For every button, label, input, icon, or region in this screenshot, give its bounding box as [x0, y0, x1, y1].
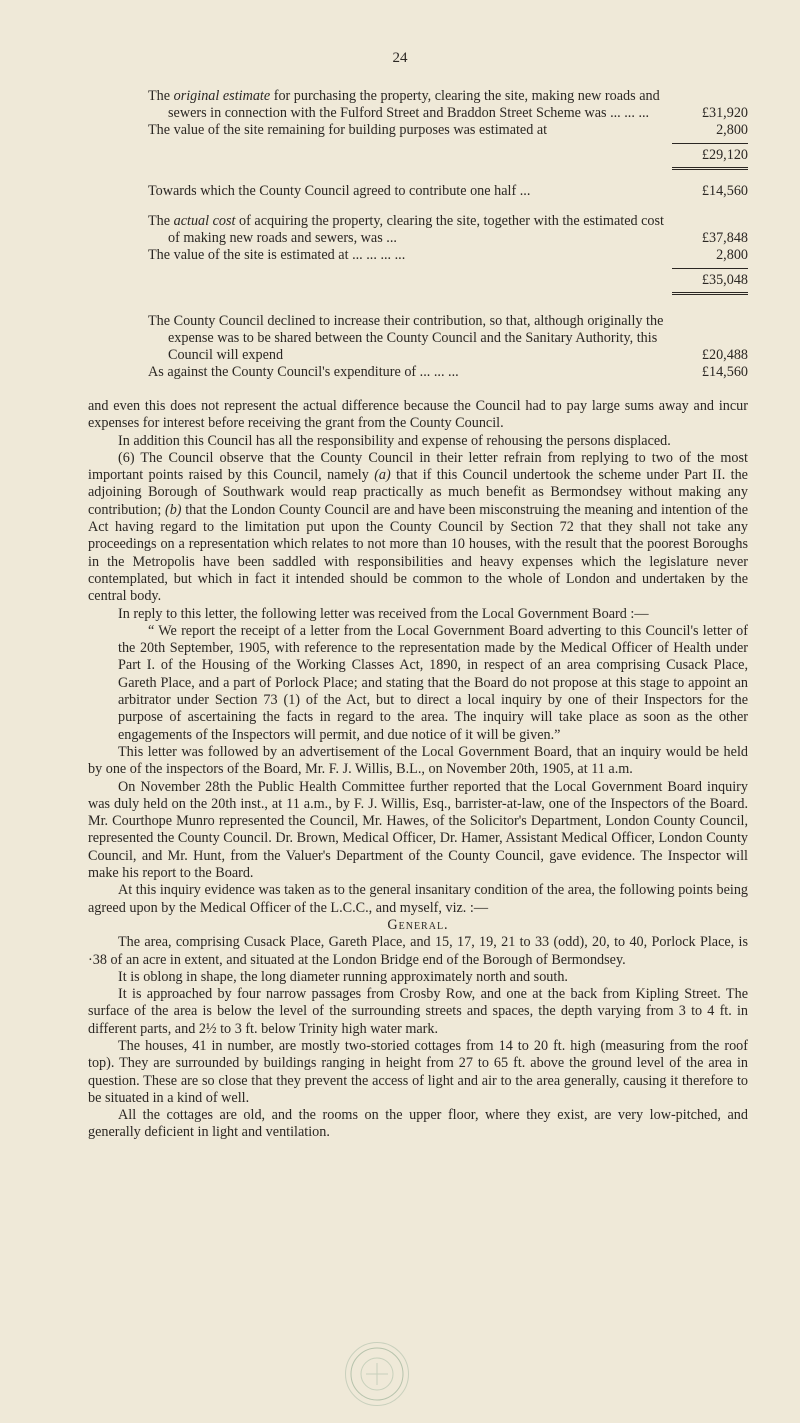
paragraph-observations: (6) The Council observe that the County Council in their letter refrain from replying to two of the most important points raised by this Council, namely (a) that if this Council undertook the scheme under Part II. the adjoining Borough of Southwark would reap practically as much benefit as Bermondsey without making any contribution; (b) that the London County Council are and have been misconstruing the meaning and intention of the Act having regard to the limitation put upon the County Council by Section 72 that they shall not take any proceedings on a representation which relates to not more than 10 houses, with the result that the poorest Boroughs in the Metropolis have been saddled with responsibilities and heavy expenses which the legislature never contemplated, but which in fact it intended should be common to the whole of London and undertaken by the central body. [88, 449, 748, 605]
paragraph-evidence: At this inquiry evidence was taken as to the general insanitary condition of the area, the following points being agreed upon by the Medical Officer of the L.C.C., and myself, viz. :— [88, 882, 748, 916]
paragraph-cottages: All the cottages are old, and the rooms on the upper floor, where they exist, are very low-pitched, and generally deficient in light and ventilation. [88, 1107, 748, 1141]
paragraph-houses: The houses, 41 in number, are mostly two-storied cottages from 14 to 20 ft. high (measuring from the roof top). They are surrounded by buildings ranging in height from 27 to 65 ft. above the ground level of the area in question. These are so close that they prevent the access of light and air to the area generally, causing it therefore to be situated in a kind of well. [88, 1037, 748, 1106]
emphasis-actual-cost: actual cost [173, 213, 236, 229]
paragraph-inquiry-report: On November 28th the Public Health Committee further reported that the Local Government Board inquiry was duly held on the 20th inst., at 11 a.m., by F. J. Willis, Esq., barrister-at-law, one of the Inspectors of the Board. Mr. Courthope Munro represented the Council, Mr. Hawes, of the Solicitor's Department, London County Council, represented the County Council. Dr. Brown, Medical Officer, Dr. Hamer, Assistant Medical Officer, London County Council, and Mr. Hunt, from the Valuer's Department of the County Council, gave evidence. The Inspector will make his report to the Board. [88, 778, 748, 882]
paragraph-shape: It is oblong in shape, the long diameter running approximately north and south. [118, 968, 568, 985]
account-row-original-estimate: The original estimate for purchasing the property, clearing the site, making new roads and sewers in connection with the Fulford Street and Braddon Street Scheme was ... ... ... £31,920 [148, 88, 748, 121]
account-row-net-actual [148, 272, 748, 289]
paragraph-area: The area, comprising Cusack Place, Gareth Place, and 15, 17, 19, 21 to 33 (odd), 20, to 40, Porlock Place, is ·38 of an acre in extent, and situated at the London Bridge end of the Borough of Bermondsey. [88, 934, 748, 968]
amount-site-value: 2,800 [716, 247, 748, 263]
account-row-county-half: Towards which the County Council agreed to contribute one half ... £14,560 [148, 183, 748, 199]
body-text [88, 398, 748, 1142]
paragraph-approach: It is approached by four narrow passages from Crosby Row, and one at the back from Kipling Street. The surface of the area is below the level of the surrounding streets and spaces, the depth varying from 3 to 4 ft. in different parts, and 2½ to 3 ft. below Trinity high water mark. [88, 986, 748, 1037]
paragraph-reply-intro: In reply to this letter, the following letter was received from the Local Government Board :— [118, 605, 649, 622]
amount-actual-cost: £37,848 [701, 230, 748, 246]
amount-county-half: £14,560 [701, 183, 748, 199]
amount-original-estimate: £31,920 [701, 105, 748, 121]
emphasis-original-estimate: original estimate [173, 88, 271, 104]
subtotal-rule [672, 143, 748, 144]
paragraph-rehousing: In addition this Council has all the responsibility and expense of rehousing the persons displaced. [118, 432, 671, 449]
account-row-actual-cost: The actual cost of acquiring the property, clearing the site, together with the estimated cost of making new roads and sewers, was ... £37,848 [148, 213, 748, 246]
section-heading-general: General. [387, 916, 449, 933]
page-number: 24 [392, 50, 408, 66]
amount-council-expend: £20,488 [701, 347, 748, 363]
accounts-table [148, 88, 748, 381]
quoted-letter: “ We report the receipt of a letter from the Local Government Board adverting to this Council's letter of the 20th September, 1905, with reference to the representation made by the Medical Officer of Health under Part I. of the Housing of the Working Classes Act, 1890, in respect of an area comprising Cusack Place, Gareth Place, and a part of Porlock Place; and stating that the Board do not propose at this stage to appoint an arbitrator under Section 73 (1) of the Act, but to direct a local inquiry by one of their Inspectors for the purpose of ascertaining the facts in regard to the area. The inquiry will take place as soon as the other engagements of the Inspectors will permit, and due notice of it will be given.” [118, 622, 748, 743]
amount-net-estimate: £29,120 [701, 147, 748, 163]
amount-county-expenditure: £14,560 [701, 364, 748, 380]
paragraph-advertisement: This letter was followed by an advertisement of the Local Government Board, that an inquiry would be held by one of the inspectors of the Board, Mr. F. J. Willis, B.L., on November 20th, 1905, at 11 a.m. [88, 743, 748, 778]
account-row-site-value: The value of the site is estimated at ... ... ... ... 2,800 [148, 247, 748, 263]
amount-net-actual: £35,048 [701, 272, 748, 288]
library-stamp-icon [345, 1342, 409, 1406]
account-row-county-expenditure: As against the County Council's expenditure of ... ... ... £14,560 [148, 364, 748, 380]
account-row-site-value-estimated: The value of the site remaining for building purposes was estimated at 2,800 [148, 122, 748, 138]
paragraph-difference: and even this does not represent the actual difference because the Council had to pay large sums away and incur expenses for interest before receiving the grant from the County Council. [88, 398, 748, 432]
amount-site-value-estimated: 2,800 [716, 122, 748, 138]
subtotal-rule-2 [672, 268, 748, 269]
account-row-net-estimate [148, 147, 748, 164]
account-row-council-expend: The County Council declined to increase their contribution, so that, although originally the expense was to be shared between the County Council and the Sanitary Authority, this Council will expend £20,488 [148, 313, 748, 363]
